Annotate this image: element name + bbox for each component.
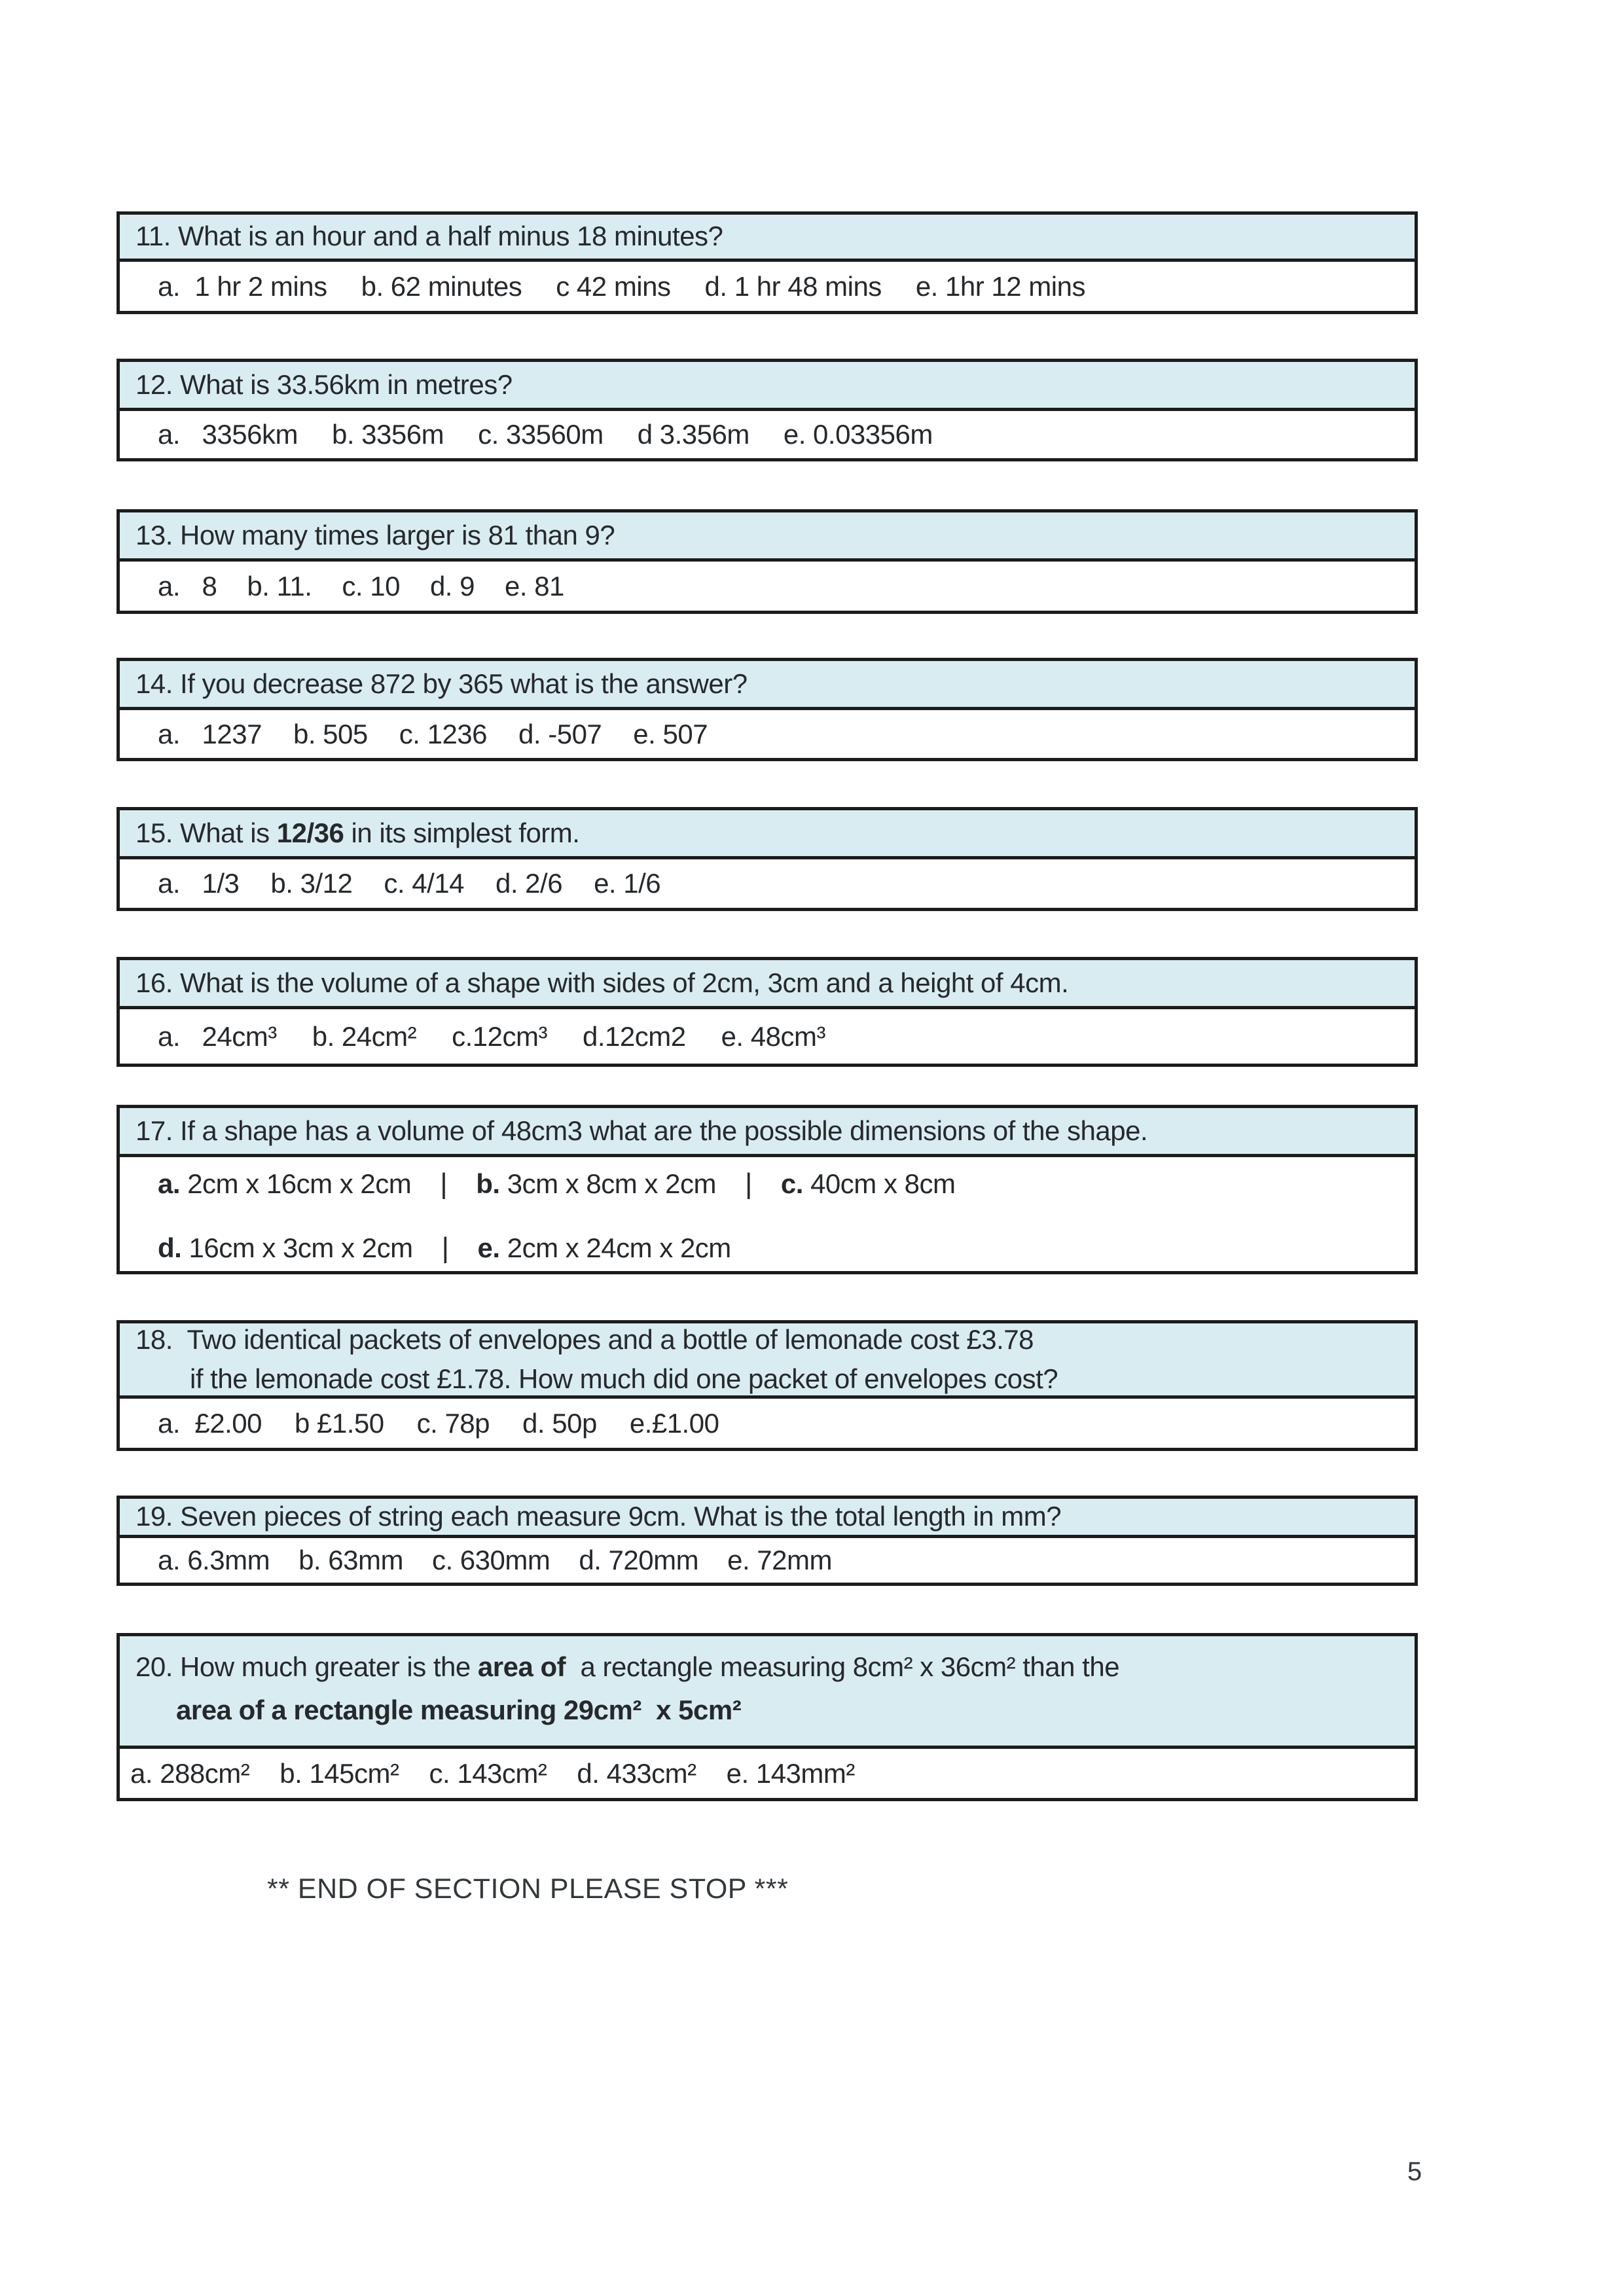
answer-option: d. 433cm² <box>577 1757 696 1789</box>
answer-option: a. 1237 <box>158 718 262 749</box>
question-title-line1: 20. How much greater is the area of a rectangle measuring 8cm² x 36cm² than the <box>135 1651 1120 1682</box>
answer-row <box>120 859 1415 908</box>
answer-option: a. 288cm² <box>130 1757 250 1789</box>
question-header <box>120 810 1415 859</box>
answer-option: a. 24cm³ <box>158 1020 277 1052</box>
answer-option: d. 2/6 <box>495 868 563 899</box>
question-title: 16. What is the volume of a shape with sides of 2cm, 3cm and a height of 4cm. <box>135 967 1069 998</box>
answer-option: e. 48cm³ <box>721 1020 825 1052</box>
answer-option: c. 33560m <box>478 419 604 450</box>
question-title: 11. What is an hour and a half minus 18 minutes? <box>135 221 723 252</box>
answer-option: a. 2cm x 16cm x 2cm <box>158 1168 412 1199</box>
question-title-line1: 18. Two identical packets of envelopes and a bottle of lemonade cost £3.78 <box>135 1323 1034 1355</box>
answer-option: d. 50p <box>522 1407 597 1439</box>
answer-option: c 42 mins <box>556 270 671 302</box>
question-box-15 <box>117 807 1418 911</box>
question-header <box>120 362 1415 411</box>
question-box-20 <box>117 1633 1418 1801</box>
answer-row <box>120 710 1415 758</box>
separator: | <box>440 1168 448 1200</box>
answer-row <box>158 1232 731 1265</box>
answer-option: a. 1 hr 2 mins <box>158 270 327 302</box>
answer-row <box>120 562 1415 611</box>
answer-option: e. 2cm x 24cm x 2cm <box>477 1232 731 1263</box>
question-title: 19. Seven pieces of string each measure 9cm. What is the total length in mm? <box>135 1501 1062 1532</box>
answer-option: a. 8 <box>158 570 217 601</box>
question-header <box>120 1108 1415 1157</box>
question-box-16 <box>117 957 1418 1067</box>
answer-option: d. 16cm x 3cm x 2cm <box>158 1232 413 1263</box>
answer-option: d. 720mm <box>579 1545 699 1575</box>
answer-option: a. 6.3mm <box>158 1545 270 1575</box>
answer-option: c. 40cm x 8cm <box>780 1168 956 1199</box>
question-title-line2: if the lemonade cost £1.78. How much did one packet of envelopes cost? <box>190 1363 1058 1394</box>
page-number: 5 <box>1407 2157 1422 2186</box>
separator: | <box>441 1232 449 1264</box>
answer-option: b. 3356m <box>331 419 444 450</box>
question-title: 13. How many times larger is 81 than 9? <box>135 519 615 550</box>
question-box-19 <box>117 1496 1418 1586</box>
answer-option: e. 0.03356m <box>783 419 933 450</box>
question-title-line2: area of a rectangle measuring 29cm² x 5cm² <box>176 1695 742 1726</box>
separator: | <box>744 1168 752 1200</box>
answer-row <box>120 411 1415 458</box>
question-title: 14. If you decrease 872 by 365 what is the answer? <box>135 668 748 699</box>
answer-option: e. 72mm <box>727 1545 832 1575</box>
answer-row <box>120 1538 1415 1583</box>
answer-option: e. 143mm² <box>726 1757 855 1789</box>
answer-option: b. 11. <box>247 570 312 601</box>
answer-row <box>120 1009 1415 1064</box>
answer-rows <box>120 1157 1415 1271</box>
answer-option: e. 1hr 12 mins <box>915 270 1085 302</box>
answer-option: d.12cm2 <box>582 1020 686 1052</box>
question-header <box>120 1636 1415 1749</box>
answer-option: c. 78p <box>416 1407 490 1439</box>
answer-option: e. 1/6 <box>594 868 661 899</box>
answer-option: a. 3356km <box>158 419 298 450</box>
question-header <box>120 661 1415 710</box>
answer-option: b. 3cm x 8cm x 2cm <box>476 1168 716 1199</box>
answer-option: c. 10 <box>342 570 400 601</box>
answer-option: b. 62 minutes <box>361 270 522 302</box>
question-title: 15. What is 12/36 in its simplest form. <box>135 817 580 848</box>
answer-option: b. 3/12 <box>270 868 353 899</box>
answer-option: b. 145cm² <box>280 1757 399 1789</box>
question-box-12 <box>117 359 1418 461</box>
answer-option: d. 9 <box>429 570 475 601</box>
answer-option: e. 81 <box>505 570 564 601</box>
answer-option: d. -507 <box>518 718 602 749</box>
answer-option: b. 505 <box>293 718 368 749</box>
answer-row <box>120 262 1415 311</box>
answer-option: c. 630mm <box>431 1545 550 1575</box>
question-box-18 <box>117 1320 1418 1451</box>
answer-option: b. 24cm² <box>312 1020 417 1052</box>
answer-option: c.12cm³ <box>452 1020 547 1052</box>
question-header <box>120 1323 1415 1399</box>
answer-row <box>158 1168 955 1200</box>
answer-option: a. 1/3 <box>158 868 240 899</box>
answer-row <box>120 1399 1415 1448</box>
answer-option: e. 507 <box>633 718 708 749</box>
answer-option: e.£1.00 <box>629 1407 719 1439</box>
answer-option: c. 1236 <box>399 718 488 749</box>
question-header <box>120 215 1415 262</box>
question-box-11 <box>117 211 1418 314</box>
answer-option: d 3.356m <box>637 419 749 450</box>
question-header <box>120 1499 1415 1538</box>
answer-option: d. 1 hr 48 mins <box>704 270 882 302</box>
answer-option: b. 63mm <box>298 1545 403 1575</box>
answer-row <box>120 1749 1415 1798</box>
question-box-13 <box>117 509 1418 614</box>
answer-option: c. 143cm² <box>429 1757 547 1789</box>
question-header <box>120 960 1415 1009</box>
answer-option: a. £2.00 <box>158 1407 262 1439</box>
question-title: 17. If a shape has a volume of 48cm3 what are the possible dimensions of the shape. <box>135 1115 1148 1146</box>
end-of-section-note: ** END OF SECTION PLEASE STOP *** <box>267 1873 789 1905</box>
question-header <box>120 512 1415 562</box>
answer-option: b £1.50 <box>294 1407 384 1439</box>
answer-option: c. 4/14 <box>384 868 464 899</box>
question-title: 12. What is 33.56km in metres? <box>135 368 513 400</box>
question-box-17 <box>117 1105 1418 1274</box>
question-box-14 <box>117 658 1418 761</box>
